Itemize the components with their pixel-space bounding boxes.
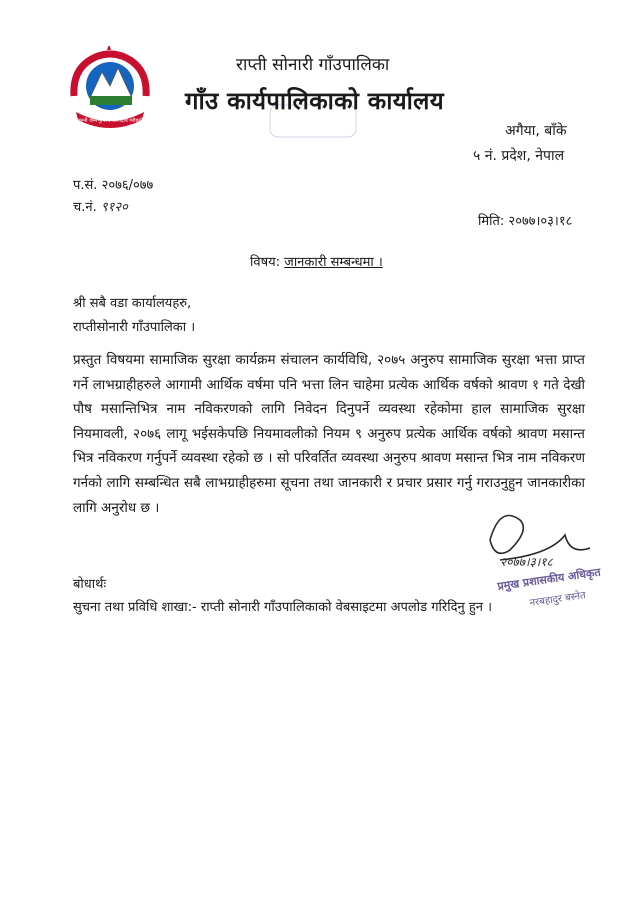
subject-line	[250, 252, 383, 270]
letter-date: मिति: २०७७।०३।१८	[478, 214, 573, 229]
subject-text: जानकारी सम्बन्धमा ।	[284, 255, 383, 270]
patra-sankhya: प.सं. २०७६/०७७	[73, 178, 154, 193]
municipality-name: राप्ती सोनारी गाँउपालिका	[236, 55, 390, 75]
bodharth-label: बोधार्थः	[73, 577, 107, 592]
flag-icon	[107, 46, 111, 50]
addressee-line-1: श्री सबै वडा कार्यालयहरु,	[73, 296, 192, 311]
subject-label: विषय:	[250, 255, 281, 270]
address-line-2: ५ नं. प्रदेश, नेपाल	[473, 148, 565, 164]
copy-to-line: सुचना तथा प्रविधि शाखा:- राप्ती सोनारी गाँउपालिकाको वेबसाइटमा अपलोड गरिदिनु हुन ।	[73, 600, 492, 615]
stamp-title: प्रमुख प्रशासकीय अधिकृत	[496, 565, 602, 593]
svg-text:जननी जन्मभूमिश्च स्वर्गादपि गर: जननी जन्मभूमिश्च स्वर्गादपि गरीयसी	[76, 118, 144, 124]
addressee-block	[73, 292, 195, 340]
nepal-emblem-logo	[68, 46, 152, 132]
letter-body: प्रस्तुत विषयमा सामाजिक सुरक्षा कार्यक्रम संचालन कार्यविधि, २०७५ अनुरुप सामाजिक सुरक्षा भत्ता प्राप्त गर्ने लाभग्राहीहरुले आगामी आर्थिक वर्षमा पनि भत्ता लिन चाहेमा प्रत्येक आर्थिक वर्षको श्रावण १ गते देखी पौष मसान्तिभित्र नाम नविकरणको लागि निवेदन दिनुपर्ने व्यवस्था रहेकोमा हाल सामाजिक सुरक्षा नियमावली, २०७६ लागू भईसकेपछि नियमावलीको नियम ९ अनुरुप प्रत्येक आर्थिक वर्षको श्रावण मसान्त भित्र नविकरण गर्नुपर्ने व्यवस्था रहेको छ । सो परिवर्तित व्यवस्था अनुरुप श्रावण मसान्त भित्र नाम नविकरण गर्नको लागि सम्बन्धित सबै लाभग्राहीहरुमा सूचना तथा जानकारी र प्रचार प्रसार गर्नु गराउनुहुन जानकारीका लागि अनुरोध छ ।	[73, 352, 585, 516]
address-line-1: अगैया, बाँके	[505, 123, 567, 139]
addressee-line-2: राप्तीसोनारी गाँउपालिका ।	[73, 320, 196, 335]
office-title: गाँउ कार्यपालिकाको कार्यालय	[185, 87, 444, 115]
chalani-number-row	[73, 197, 128, 215]
svg-text:२०७७।३।१८: २०७७।३।१८	[500, 555, 553, 569]
chalani-label: च.नं.	[73, 200, 97, 215]
chalani-number: ९१२०	[100, 200, 128, 215]
emblem-hills	[90, 96, 132, 105]
stamp-name: नरबहादुर बस्नेत	[528, 590, 587, 609]
handwritten-signature-icon	[490, 516, 590, 561]
signature-stamp-area	[470, 500, 640, 610]
